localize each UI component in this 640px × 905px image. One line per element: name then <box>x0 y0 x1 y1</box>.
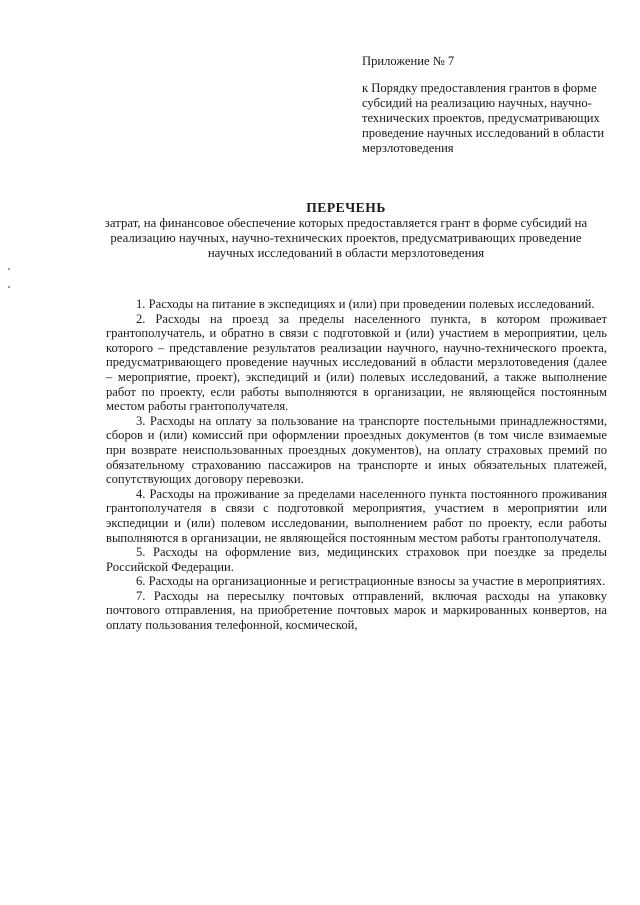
expense-item-7: 7. Расходы на пересылку почтовых отправлений, включая расходы на упаковку почтового отправления, на приобретение почтовых марок и маркированных конвертов, на оплату пользования телефонной, космической, <box>106 588 607 633</box>
appendix-block <box>362 54 612 156</box>
expense-item-2: 2. Расходы на проезд за пределы населенного пункта, в котором проживает грантополучатель, и обратно в связи с подготовкой и (или) участием в мероприятии, цель которого – представление результатов реализации научного, научно-технического проекта, предусматривающего проведение научных исследований в области мерзлотоведения (далее – мероприятие, проект), экспедиций и (или) полевых исследований, а также выполнение работ по проекту, если работы выполняются в организации, не являющейся постоянным местом работы грантополучателя. <box>106 311 607 414</box>
expense-item-6: 6. Расходы на организационные и регистрационные взносы за участие в мероприятиях. <box>136 574 606 589</box>
scan-speck <box>8 286 10 288</box>
appendix-text: к Порядку предоставления грантов в форме субсидий на реализацию научных, научно-технических проектов, предусматривающих проведение научных исследований в области мерзлотоведения <box>362 81 605 155</box>
heading-title: ПЕРЕЧЕНЬ <box>306 200 386 215</box>
document-heading <box>100 200 592 260</box>
expense-item-5: 5. Расходы на оформление виз, медицинских страховок при поездке за пределы Российской Федерации. <box>106 545 607 574</box>
expense-item-3: 3. Расходы на оплату за пользование на транспорте постельными принадлежностями, сборов и (или) комиссий при оформлении проездных документов (в том числе взимаемые при возврате неиспользованных проездных документов), на оплату страховых премий по обязательному страхованию пассажиров на транспорте и иных обязательных платежей, сопутствующих договору перевозки. <box>106 413 607 487</box>
appendix-title: Приложение № 7 <box>362 54 455 68</box>
expense-item-4: 4. Расходы на проживание за пределами населенного пункта постоянного проживания грантополучателя в связи с подготовкой мероприятия, участием в мероприятии или экспедиции и (или) полевом исследовании, выполнением работ по проекту, если работы выполняются в организации, не являющейся постоянным местом работы грантополучателя. <box>106 486 607 545</box>
expense-item-1: 1. Расходы на питание в экспедициях и (или) при проведении полевых исследований. <box>136 297 595 311</box>
scan-speck <box>8 268 10 270</box>
heading-subtitle: затрат, на финансовое обеспечение которых предоставляется грант в форме субсидий на реализацию научных, научно-технических проектов, предусматривающих проведение научных исследований в области мерзлотоведения <box>104 216 588 260</box>
expense-list <box>106 297 607 633</box>
